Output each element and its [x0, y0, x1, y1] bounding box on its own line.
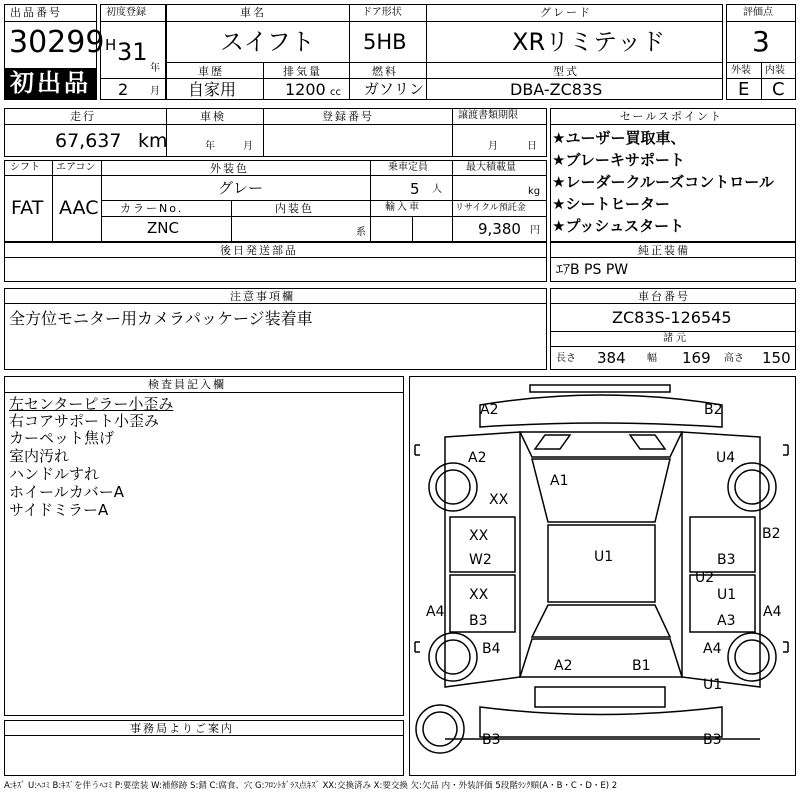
chassis-number: ZC83S-126545 [612, 308, 732, 327]
standard-equipment: ｴｱB PS PW [556, 262, 629, 278]
chassis-label: 車台番号 [638, 290, 690, 303]
mark-b4-left: B4 [482, 641, 501, 657]
legend: A:ｷｽﾞ U:ﾍｺﾐ B:ｷｽﾞを伴うﾍｺﾐ P:要塗装 W:補修跡 S:錆 C:腐食、穴 G:ﾌﾛﾝﾄｶﾞﾗｽ点ｷｽﾞ XX:交換済み X:要交換 欠:欠品 内・外装評価 5段階ﾗﾝｸ順(A・B・C・D・E) 2 [4, 781, 618, 791]
inspector-line: カーペット焦げ [9, 429, 115, 447]
mark-a4-right-2: A4 [703, 641, 722, 657]
damage-diagram [409, 376, 796, 776]
mark-b3-rear-right: B3 [703, 732, 722, 748]
office-label: 事務局よりご案内 [130, 722, 234, 735]
mark-a2-trunk: A2 [554, 658, 573, 674]
specs-label: 諸元 [663, 333, 689, 344]
inspector-line: 左センターピラー小歪み [9, 395, 174, 413]
mileage: 67,637 [55, 130, 122, 152]
interior-color-label: 内装色 [275, 202, 314, 215]
transfer-day: 日 [527, 141, 537, 152]
history-label: 車歴 [198, 65, 224, 78]
era: H [105, 36, 117, 54]
fuel: ガソリン [364, 80, 425, 98]
first-registration-label: 初度登録 [106, 7, 146, 18]
capacity-unit: 人 [432, 184, 442, 195]
mark-b3-rear-left: B3 [482, 732, 501, 748]
notes-text: 全方位モニター用カメラパッケージ装着車 [9, 309, 313, 328]
inspector-line: ホイールカバーA [9, 483, 124, 501]
mark-a3-right-rear: A3 [717, 613, 736, 629]
door-type: 5HB [363, 30, 407, 54]
aircon-label: エアコン [56, 162, 96, 173]
shift-label: シフト [10, 162, 40, 173]
mark-b3-right-door-front: B3 [717, 552, 736, 568]
month-unit: 月 [150, 86, 160, 97]
inspector-label: 検査員記入欄 [148, 378, 226, 391]
mileage-unit: km [138, 130, 168, 152]
registration-month: 2 [118, 80, 129, 99]
mark-u4-right: U4 [716, 450, 736, 466]
lot-number-label: 出品番号 [10, 6, 62, 19]
inspection-year-unit: 年 [205, 141, 215, 152]
interior-label: 内装 [765, 65, 785, 76]
mileage-label: 走行 [70, 110, 96, 123]
notes-label: 注意事項欄 [230, 290, 295, 303]
displacement: 1200 [285, 80, 326, 99]
exterior-color: グレー [218, 179, 264, 197]
import-car-label: 輸入車 [385, 202, 421, 213]
mark-w2-left-door-front: W2 [469, 552, 492, 568]
grade-label: グレード [540, 6, 592, 19]
displacement-label: 排気量 [283, 65, 322, 78]
exterior-color-label: 外装色 [210, 162, 249, 175]
height: 150 [762, 349, 791, 367]
model-label: 型式 [553, 65, 579, 78]
mark-a1-roof: A1 [550, 473, 569, 489]
transfer-month: 月 [488, 141, 498, 152]
selling-point-item: ★プッシュスタート [552, 217, 685, 235]
aircon: AAC [59, 197, 99, 219]
score-label: 評価点 [743, 7, 773, 18]
inspector-line: 右コアサポート小歪み [9, 412, 160, 430]
selling-point-item: ★ブレーキサポート [552, 151, 685, 169]
mark-u1-right-bottom: U1 [703, 677, 723, 693]
exterior-grade: E [738, 79, 750, 100]
mark-a4-right: A4 [763, 604, 782, 620]
selling-point-item: ★ユーザー買取車、 [552, 129, 686, 147]
mark-xx-left-door-rear: XX [469, 587, 489, 603]
mark-b2-right: B2 [762, 526, 781, 542]
year-unit: 年 [150, 63, 160, 74]
recycle-deposit: 9,380 [478, 220, 521, 238]
max-load-label: 最大積載量 [466, 162, 516, 173]
exterior-label: 外装 [731, 65, 751, 76]
mark-b3-left-door-rear: B3 [469, 613, 488, 629]
mark-a2-front: A2 [480, 402, 499, 418]
registration-year: 31 [117, 38, 148, 66]
interior-grade: C [772, 79, 785, 100]
score: 3 [752, 25, 770, 58]
mark-u1-roof: U1 [594, 549, 614, 565]
capacity: 5 [410, 180, 420, 198]
inspector-line: サイドミラーA [9, 501, 109, 519]
grade: XRリミテッド [512, 28, 666, 56]
inspection-month-unit: 月 [243, 141, 253, 152]
width-label: 幅 [647, 353, 657, 364]
transfer-deadline-label: 譲渡書類期限 [458, 110, 518, 121]
max-load-unit: kg [528, 186, 541, 197]
shift: FAT [11, 197, 44, 219]
mark-b2-front: B2 [704, 402, 723, 418]
mark-u1-right-rear: U1 [717, 587, 737, 603]
car-name-label: 車名 [240, 6, 266, 19]
inspector-line: 室内汚れ [9, 447, 70, 465]
color-number-label: カラーNo. [120, 202, 184, 215]
mark-xx-left-door-front: XX [469, 528, 489, 544]
length: 384 [597, 349, 626, 367]
door-label: ドア形状 [362, 7, 402, 18]
mark-a2-left: A2 [468, 450, 487, 466]
selling-point-item: ★レーダークルーズコントロール [552, 173, 774, 191]
interior-color-unit: 系 [356, 227, 366, 238]
recycle-deposit-label: リサイクル預託金 [455, 203, 526, 213]
selling-points-label: セールスポイント [620, 110, 724, 123]
color-number: ZNC [147, 219, 179, 237]
displacement-unit: cc [330, 87, 341, 98]
mark-b1-trunk: B1 [632, 658, 651, 674]
height-label: 高さ [724, 353, 744, 364]
width: 169 [682, 349, 711, 367]
first-listing-badge: 初出品 [5, 68, 96, 99]
model: DBA-ZC83S [510, 80, 603, 99]
history: 自家用 [188, 80, 237, 99]
mark-a4-left: A4 [426, 604, 445, 620]
inspection-label: 車検 [200, 110, 226, 123]
mark-xx-left-pillar: XX [489, 492, 509, 508]
standard-equipment-label: 純正装備 [638, 244, 690, 257]
car-name: スイフト [220, 28, 315, 56]
fuel-label: 燃料 [372, 65, 398, 78]
inspector-line: ハンドルすれ [9, 465, 100, 483]
lot-number: 30299 [9, 25, 105, 60]
recycle-unit: 円 [530, 225, 540, 236]
later-parts-label: 後日発送部品 [220, 244, 298, 257]
selling-point-item: ★シートヒーター [552, 195, 670, 213]
capacity-label: 乗車定員 [388, 162, 428, 173]
mark-u2-right: U2 [695, 570, 715, 586]
length-label: 長さ [556, 353, 576, 364]
registration-number-label: 登録番号 [322, 110, 374, 123]
